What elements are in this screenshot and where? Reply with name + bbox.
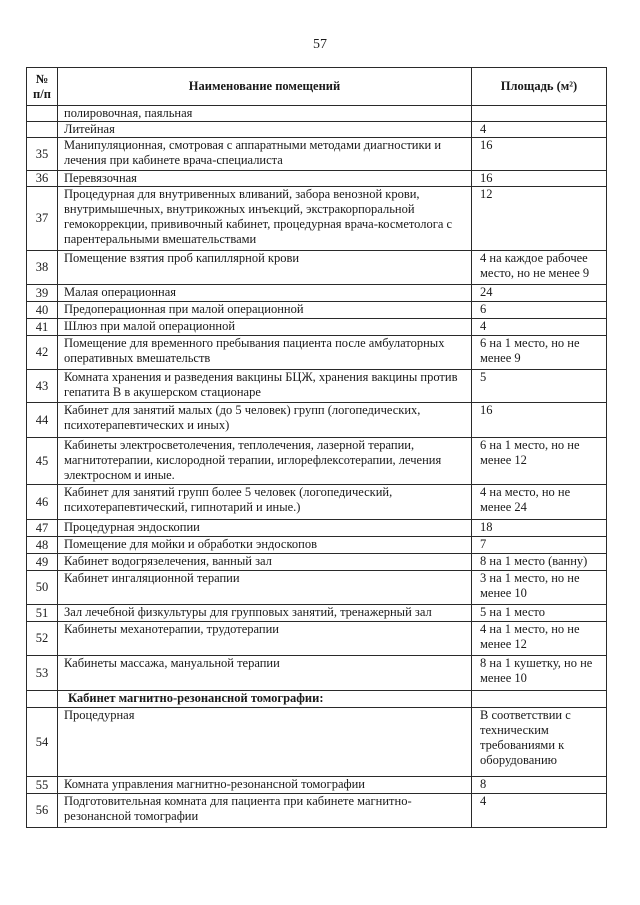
table-row xyxy=(27,708,607,777)
table-row xyxy=(27,554,607,571)
table-row xyxy=(27,571,607,605)
table-header-row xyxy=(27,68,607,106)
table-row xyxy=(27,777,607,794)
header-num-text: № п/п xyxy=(33,71,51,101)
room-name: полировочная, паяльная xyxy=(58,106,472,122)
row-number: 49 xyxy=(27,554,58,571)
table-row xyxy=(27,794,607,828)
room-name: Шлюз при малой операционной xyxy=(58,319,472,336)
row-number: 47 xyxy=(27,520,58,537)
row-number: 38 xyxy=(27,251,58,285)
room-name: Кабинет водогрязелечения, ванный зал xyxy=(58,554,472,571)
room-area: 6 на 1 место, но не менее 12 xyxy=(472,438,607,485)
room-name: Малая операционная xyxy=(58,285,472,302)
room-name: Помещение для мойки и обработки эндоскопов xyxy=(58,537,472,554)
table-row xyxy=(27,122,607,138)
table-row xyxy=(27,370,607,403)
row-number: 48 xyxy=(27,537,58,554)
row-number: 54 xyxy=(27,708,58,777)
header-name-text: Наименование помещений xyxy=(188,79,341,93)
table-row xyxy=(27,319,607,336)
table-row xyxy=(27,187,607,251)
room-area: 8 на 1 место (ванну) xyxy=(472,554,607,571)
room-name: Кабинеты электросветолечения, теплолечения, лазерной терапии, магнитотерапии, кислородной терапии, иглорефлексотерапии, лечения электросном и иные. xyxy=(58,438,472,485)
table-row xyxy=(27,251,607,285)
table-row xyxy=(27,485,607,520)
table-row xyxy=(27,285,607,302)
row-number: 40 xyxy=(27,302,58,319)
row-number: 36 xyxy=(27,171,58,187)
room-area: 4 на место, но не менее 24 xyxy=(472,485,607,520)
room-area: 6 на 1 место, но не менее 9 xyxy=(472,336,607,370)
table-row xyxy=(27,520,607,537)
room-name: Процедурная эндоскопии xyxy=(58,520,472,537)
room-area: 8 на 1 кушетку, но не менее 10 xyxy=(472,656,607,691)
header-num xyxy=(27,68,58,106)
room-area: 4 xyxy=(472,794,607,828)
room-area: 18 xyxy=(472,520,607,537)
room-area xyxy=(472,691,607,708)
page-number: 57 xyxy=(313,37,327,52)
room-name: Комната хранения и разведения вакцины БЦЖ, хранения вакцины против гепатита В в акушерском стационаре xyxy=(58,370,472,403)
table-row xyxy=(27,106,607,122)
room-area: 12 xyxy=(472,187,607,251)
row-number: 37 xyxy=(27,187,58,251)
room-name: Перевязочная xyxy=(58,171,472,187)
room-area: 24 xyxy=(472,285,607,302)
room-area: 7 xyxy=(472,537,607,554)
row-number: 41 xyxy=(27,319,58,336)
section-heading: Кабинет магнитно-резонансной томографии: xyxy=(58,691,472,708)
room-name: Процедурная xyxy=(58,708,472,777)
row-number: 46 xyxy=(27,485,58,520)
room-name: Кабинет для занятий групп более 5 человек (логопедический, психотерапевтический, гипнотарий и иные.) xyxy=(58,485,472,520)
row-number xyxy=(27,691,58,708)
table-row xyxy=(27,403,607,438)
premises-table xyxy=(26,67,607,828)
row-number xyxy=(27,106,58,122)
table-row xyxy=(27,138,607,171)
table-row xyxy=(27,656,607,691)
room-name: Литейная xyxy=(58,122,472,138)
room-name: Кабинет ингаляционной терапии xyxy=(58,571,472,605)
room-area: 4 на каждое рабочее место, но не менее 9 xyxy=(472,251,607,285)
room-area: 4 на 1 место, но не менее 12 xyxy=(472,622,607,656)
table-row xyxy=(27,171,607,187)
row-number: 43 xyxy=(27,370,58,403)
room-area: 16 xyxy=(472,138,607,171)
room-name: Помещение взятия проб капиллярной крови xyxy=(58,251,472,285)
room-name: Комната управления магнитно-резонансной томографии xyxy=(58,777,472,794)
room-name: Предоперационная при малой операционной xyxy=(58,302,472,319)
row-number: 42 xyxy=(27,336,58,370)
room-area: 6 xyxy=(472,302,607,319)
row-number: 39 xyxy=(27,285,58,302)
room-name: Кабинеты массажа, мануальной терапии xyxy=(58,656,472,691)
room-area: В соответствии с техническим требованиями к оборудованию xyxy=(472,708,607,777)
header-name xyxy=(58,68,472,106)
header-area-text: Площадь (м²) xyxy=(500,79,578,93)
table-body xyxy=(27,106,607,828)
table-row xyxy=(27,537,607,554)
table-row xyxy=(27,605,607,622)
room-area: 5 xyxy=(472,370,607,403)
table-row xyxy=(27,336,607,370)
room-name: Подготовительная комната для пациента при кабинете магнитно-резонансной томографии xyxy=(58,794,472,828)
row-number: 56 xyxy=(27,794,58,828)
header-area xyxy=(472,68,607,106)
room-area: 16 xyxy=(472,171,607,187)
room-area: 5 на 1 место xyxy=(472,605,607,622)
row-number: 51 xyxy=(27,605,58,622)
table-row xyxy=(27,438,607,485)
room-area: 4 xyxy=(472,122,607,138)
row-number: 35 xyxy=(27,138,58,171)
room-name: Процедурная для внутривенных вливаний, забора венозной крови, внутримышечных, внутрикожных инъекций, экстракорпоральной гемокоррекции, прививочный кабинет, процедурная врача-косметолога с парентеральными вмешательствами xyxy=(58,187,472,251)
room-name: Помещение для временного пребывания пациента после амбулаторных оперативных вмешательств xyxy=(58,336,472,370)
row-number: 53 xyxy=(27,656,58,691)
row-number: 52 xyxy=(27,622,58,656)
room-name: Кабинет для занятий малых (до 5 человек) групп (логопедических, психотерапевтических и иных) xyxy=(58,403,472,438)
table-row xyxy=(27,302,607,319)
room-name: Зал лечебной физкультуры для групповых занятий, тренажерный зал xyxy=(58,605,472,622)
row-number: 55 xyxy=(27,777,58,794)
room-area xyxy=(472,106,607,122)
room-name: Манипуляционная, смотровая с аппаратными методами диагностики и лечения при кабинете врача-специалиста xyxy=(58,138,472,171)
row-number xyxy=(27,122,58,138)
room-area: 4 xyxy=(472,319,607,336)
room-area: 16 xyxy=(472,403,607,438)
room-name: Кабинеты механотерапии, трудотерапии xyxy=(58,622,472,656)
room-area: 3 на 1 место, но не менее 10 xyxy=(472,571,607,605)
table-row xyxy=(27,622,607,656)
room-area: 8 xyxy=(472,777,607,794)
row-number: 44 xyxy=(27,403,58,438)
row-number: 50 xyxy=(27,571,58,605)
row-number: 45 xyxy=(27,438,58,485)
table-row xyxy=(27,691,607,708)
